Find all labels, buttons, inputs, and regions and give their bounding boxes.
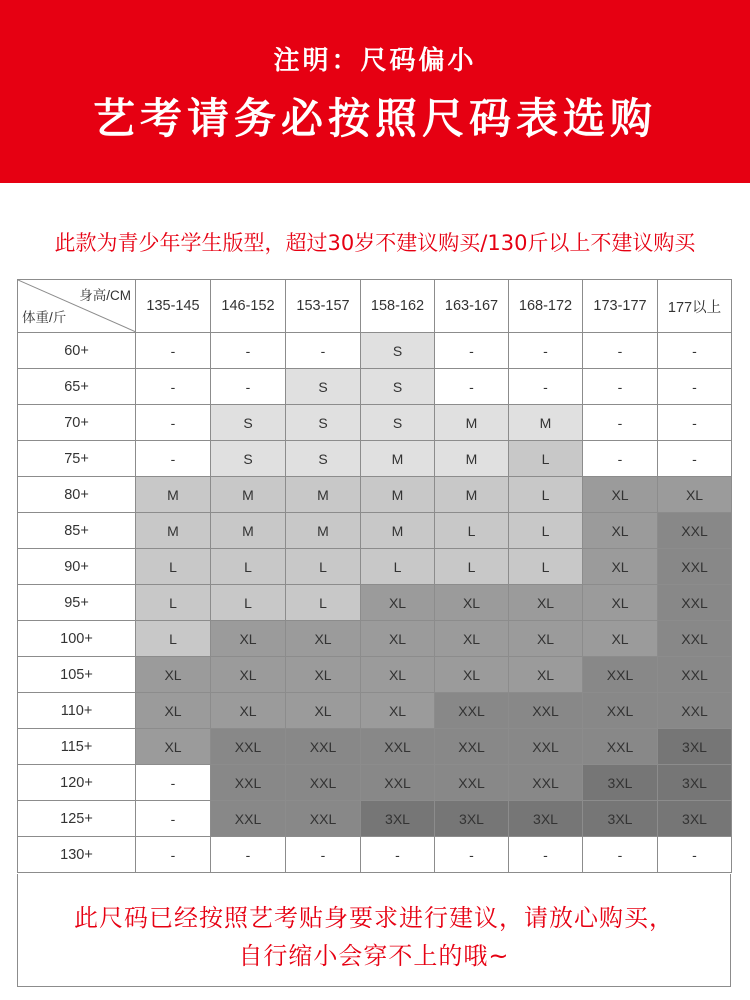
size-chart-headline: 艺考请务必按照尺码表选购 <box>92 94 657 143</box>
size-cell: - <box>136 837 211 873</box>
table-row <box>18 693 732 729</box>
size-cell: XXL <box>435 729 509 765</box>
size-cell: - <box>361 837 435 873</box>
size-cell: - <box>136 801 211 837</box>
size-cell: XL <box>361 621 435 657</box>
size-cell: 3XL <box>658 765 732 801</box>
table-row <box>18 477 732 513</box>
size-cell: XL <box>286 657 361 693</box>
height-header-168-172: 168-172 <box>509 280 583 333</box>
table-row <box>18 405 732 441</box>
height-header-153-157: 153-157 <box>286 280 361 333</box>
size-cell: L <box>136 621 211 657</box>
size-cell: L <box>509 477 583 513</box>
size-cell: - <box>583 837 658 873</box>
size-cell: XL <box>136 657 211 693</box>
size-cell: XXL <box>658 621 732 657</box>
size-cell: - <box>286 837 361 873</box>
size-cell: XL <box>211 693 286 729</box>
size-cell: - <box>211 333 286 369</box>
footer-line-2: 自行缩小会穿不上的哦~ <box>238 942 510 970</box>
size-cell: XXL <box>658 657 732 693</box>
size-cell: XXL <box>509 693 583 729</box>
size-cell: M <box>136 513 211 549</box>
weight-label: 75+ <box>18 441 136 477</box>
size-notice-title: 注明：尺码偏小 <box>273 46 477 76</box>
size-cell: XL <box>658 477 732 513</box>
footer-line-1: 此尺码已经按照艺考贴身要求进行建议，请放心购买， <box>74 904 674 932</box>
table-row <box>18 369 732 405</box>
size-cell: XL <box>583 549 658 585</box>
table-row <box>18 441 732 477</box>
size-cell: XXL <box>509 765 583 801</box>
size-cell: XL <box>509 621 583 657</box>
size-cell: - <box>136 369 211 405</box>
size-cell: - <box>136 333 211 369</box>
size-cell: L <box>136 585 211 621</box>
size-cell: L <box>286 549 361 585</box>
table-row <box>18 513 732 549</box>
size-cell: XL <box>509 585 583 621</box>
size-cell: XL <box>435 657 509 693</box>
size-cell: L <box>435 549 509 585</box>
size-table <box>17 279 732 873</box>
size-cell: XL <box>136 729 211 765</box>
weight-label: 100+ <box>18 621 136 657</box>
weight-label: 95+ <box>18 585 136 621</box>
size-cell: - <box>658 333 732 369</box>
size-cell: M <box>211 513 286 549</box>
size-cell: L <box>211 549 286 585</box>
size-cell: XL <box>583 585 658 621</box>
size-cell: M <box>361 513 435 549</box>
size-cell: S <box>211 441 286 477</box>
size-cell: M <box>211 477 286 513</box>
size-cell: XL <box>136 693 211 729</box>
size-cell: XL <box>583 621 658 657</box>
height-header-158-162: 158-162 <box>361 280 435 333</box>
size-cell: L <box>509 549 583 585</box>
size-cell: M <box>435 441 509 477</box>
size-cell: 3XL <box>435 801 509 837</box>
size-cell: - <box>435 333 509 369</box>
size-cell: - <box>435 837 509 873</box>
size-cell: XXL <box>286 765 361 801</box>
size-cell: - <box>583 333 658 369</box>
size-cell: M <box>509 405 583 441</box>
weight-label: 70+ <box>18 405 136 441</box>
size-cell: XL <box>211 621 286 657</box>
table-row <box>18 837 732 873</box>
size-cell: - <box>136 765 211 801</box>
size-cell: XXL <box>211 765 286 801</box>
height-header-row <box>18 280 732 333</box>
size-cell: L <box>361 549 435 585</box>
size-cell: XXL <box>435 765 509 801</box>
weight-label: 120+ <box>18 765 136 801</box>
size-cell: - <box>509 837 583 873</box>
size-cell: M <box>361 441 435 477</box>
size-cell: S <box>211 405 286 441</box>
size-cell: L <box>509 441 583 477</box>
size-cell: M <box>286 513 361 549</box>
size-cell: M <box>286 477 361 513</box>
table-row <box>18 333 732 369</box>
table-row <box>18 729 732 765</box>
table-row <box>18 657 732 693</box>
size-cell: XXL <box>509 729 583 765</box>
size-cell: M <box>136 477 211 513</box>
size-cell: 3XL <box>509 801 583 837</box>
height-header-146-152: 146-152 <box>211 280 286 333</box>
size-cell: - <box>583 441 658 477</box>
size-cell: - <box>658 441 732 477</box>
weight-label: 115+ <box>18 729 136 765</box>
weight-label: 110+ <box>18 693 136 729</box>
height-header-135-145: 135-145 <box>136 280 211 333</box>
weight-label: 65+ <box>18 369 136 405</box>
size-cell: XXL <box>286 801 361 837</box>
table-row <box>18 765 732 801</box>
size-cell: S <box>286 441 361 477</box>
size-cell: XL <box>286 693 361 729</box>
size-cell: - <box>211 837 286 873</box>
weight-label: 90+ <box>18 549 136 585</box>
size-cell: 3XL <box>583 765 658 801</box>
size-cell: XL <box>211 657 286 693</box>
size-cell: - <box>509 333 583 369</box>
size-cell: XL <box>361 693 435 729</box>
size-cell: XXL <box>658 513 732 549</box>
height-header-177以上: 177以上 <box>658 280 732 333</box>
table-corner-cell <box>18 280 136 333</box>
size-cell: 3XL <box>361 801 435 837</box>
size-cell: - <box>211 369 286 405</box>
size-cell: - <box>658 837 732 873</box>
size-cell: XXL <box>583 693 658 729</box>
size-cell: XXL <box>435 693 509 729</box>
height-header-173-177: 173-177 <box>583 280 658 333</box>
size-cell: L <box>435 513 509 549</box>
size-cell: - <box>658 369 732 405</box>
size-cell: L <box>286 585 361 621</box>
size-cell: XXL <box>583 657 658 693</box>
weight-label: 125+ <box>18 801 136 837</box>
weight-label: 60+ <box>18 333 136 369</box>
size-cell: XXL <box>658 585 732 621</box>
size-cell: L <box>136 549 211 585</box>
size-cell: - <box>286 333 361 369</box>
size-cell: XL <box>361 585 435 621</box>
size-chart <box>17 279 731 874</box>
footer-notice <box>17 874 731 987</box>
size-cell: XL <box>583 513 658 549</box>
size-cell: XL <box>583 477 658 513</box>
size-cell: - <box>136 405 211 441</box>
size-cell: S <box>361 405 435 441</box>
table-row <box>18 801 732 837</box>
table-row <box>18 585 732 621</box>
size-cell: 3XL <box>583 801 658 837</box>
weight-label: 85+ <box>18 513 136 549</box>
size-cell: - <box>658 405 732 441</box>
weight-label: 80+ <box>18 477 136 513</box>
size-cell: XL <box>509 657 583 693</box>
size-cell: S <box>286 369 361 405</box>
size-cell: XXL <box>211 729 286 765</box>
size-cell: XL <box>435 585 509 621</box>
size-cell: M <box>435 477 509 513</box>
target-audience-note: 此款为青少年学生版型，超过30岁不建议购买/130斤以上不建议购买 <box>54 231 696 255</box>
size-cell: M <box>361 477 435 513</box>
size-cell: 3XL <box>658 729 732 765</box>
weight-label: 130+ <box>18 837 136 873</box>
size-cell: 3XL <box>658 801 732 837</box>
weight-axis-label: 体重/斤 <box>22 310 67 325</box>
size-cell: XL <box>361 657 435 693</box>
size-cell: M <box>435 405 509 441</box>
header-banner <box>0 0 750 183</box>
size-cell: XL <box>286 621 361 657</box>
size-cell: XXL <box>658 549 732 585</box>
size-cell: S <box>361 369 435 405</box>
size-cell: XXL <box>361 729 435 765</box>
size-cell: - <box>583 405 658 441</box>
size-cell: XXL <box>211 801 286 837</box>
height-axis-label: 身高/CM <box>79 288 131 303</box>
size-cell: L <box>211 585 286 621</box>
size-cell: XL <box>435 621 509 657</box>
height-header-163-167: 163-167 <box>435 280 509 333</box>
size-cell: XXL <box>361 765 435 801</box>
size-cell: XXL <box>583 729 658 765</box>
size-cell: S <box>361 333 435 369</box>
size-cell: XXL <box>286 729 361 765</box>
table-row <box>18 621 732 657</box>
size-cell: - <box>509 369 583 405</box>
size-cell: S <box>286 405 361 441</box>
size-cell: L <box>509 513 583 549</box>
size-cell: - <box>136 441 211 477</box>
table-row <box>18 549 732 585</box>
size-cell: - <box>435 369 509 405</box>
weight-label: 105+ <box>18 657 136 693</box>
size-cell: - <box>583 369 658 405</box>
size-cell: XXL <box>658 693 732 729</box>
